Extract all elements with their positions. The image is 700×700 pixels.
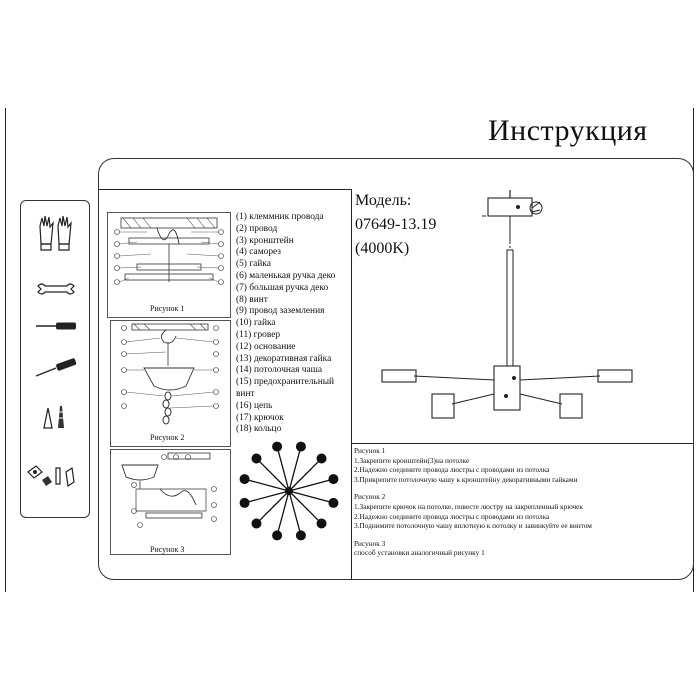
chandelier-hub — [285, 487, 293, 495]
hardware-icon — [26, 462, 80, 490]
parts-list-item: (1) клеммник провода — [236, 212, 324, 222]
chandelier-bulb — [251, 519, 261, 529]
chandelier-bulb — [251, 453, 261, 463]
instruction-step: способ установки аналогичный рисунку 1 — [354, 548, 485, 558]
anchor-screw-icon — [40, 402, 72, 430]
chandelier-bulb — [272, 442, 282, 452]
chandelier-bulb — [328, 498, 338, 508]
screwdriver-phillips-icon — [34, 358, 78, 378]
frame-column-divider — [351, 189, 352, 579]
parts-list-item: (3) кронштейн — [236, 235, 294, 246]
parts-list-item: (4) саморез — [236, 247, 281, 258]
figure-3-diagram — [110, 449, 231, 555]
chandelier-bulb — [240, 498, 250, 508]
parts-list-item: (10) гайка — [236, 318, 276, 329]
instruction-step: 2.Надежно соедините провода люстры с проводами из потолка — [354, 511, 550, 521]
chandelier-bulb — [328, 474, 338, 484]
model-number: 07649-13.19 — [355, 216, 437, 233]
instruction-heading: Рисунок 3 — [354, 538, 386, 548]
instruction-heading: Рисунок 2 — [354, 492, 386, 502]
chandelier-side-view-icon — [372, 190, 672, 430]
figure-2-label: Рисунок 2 — [150, 433, 185, 442]
parts-list-item: винт — [236, 388, 255, 399]
instruction-step: 3.Прикрепите потолочную чашу к кронштейну декоративными гайками — [354, 474, 578, 484]
model-label: Модель: — [355, 192, 412, 209]
gloves-icon — [36, 214, 78, 254]
figure-2-diagram — [110, 320, 231, 447]
page-title: Инструкция — [488, 114, 648, 147]
instructions-divider — [352, 443, 693, 444]
parts-list-item: (7) большая ручка деко — [236, 282, 329, 293]
chandelier-bulb — [272, 530, 282, 540]
chandelier-bulb — [296, 442, 306, 452]
figure-1-diagram — [107, 212, 231, 318]
parts-list-item: (15) предохранительный — [236, 377, 335, 388]
parts-list-item: (13) декоративная гайка — [236, 353, 332, 364]
parts-list — [236, 212, 335, 436]
model-temperature: (4000K) — [355, 240, 410, 257]
instruction-step: 1.Закрепите кронштейн(3)на потолке — [354, 455, 470, 465]
instruction-heading: Рисунок 1 — [354, 446, 386, 455]
instruction-step: 2.Надежно соедините провода люстры с проводами из потолка — [354, 465, 550, 475]
figure-3-label: Рисунок 3 — [150, 545, 185, 554]
left-border-line — [5, 108, 6, 592]
chandelier-bulb — [317, 453, 327, 463]
parts-list-item: (11) гровер — [236, 329, 281, 340]
chandelier-bulb — [240, 474, 250, 484]
chandelier-bulb — [296, 530, 306, 540]
wrench-icon — [36, 282, 76, 296]
parts-list-item: (18) кольцо — [236, 424, 282, 435]
instruction-step: 3.Поднимите потолочную чашу вплотную к потолку и завинкуйте ее винтом — [354, 521, 592, 531]
parts-list-item: (9) провод заземления — [236, 306, 325, 317]
parts-list-item: (2) провод — [236, 223, 278, 234]
parts-list-item: (5) гайка — [236, 259, 271, 270]
parts-list-item: (6) маленькая ручка деко — [236, 270, 336, 281]
parts-list-item: (17) крючок — [236, 412, 284, 423]
parts-list-item: (12) основание — [236, 341, 296, 352]
parts-list-item: (8) винт — [236, 294, 268, 305]
frame-header-divider — [99, 189, 351, 190]
installation-instructions — [354, 446, 592, 558]
instruction-step: 1.Закрепите крючок на потолке, повесте люстру на закрепленный крючек — [354, 501, 583, 511]
figure-1-label: Рисунок 1 — [150, 304, 185, 313]
screwdriver-flat-icon — [34, 320, 78, 332]
chandelier-bulb — [317, 519, 327, 529]
chandelier-top-view-icon — [234, 436, 344, 546]
parts-list-item: (16) цепь — [236, 400, 273, 411]
parts-list-item: (14) потолочная чаша — [236, 365, 323, 376]
